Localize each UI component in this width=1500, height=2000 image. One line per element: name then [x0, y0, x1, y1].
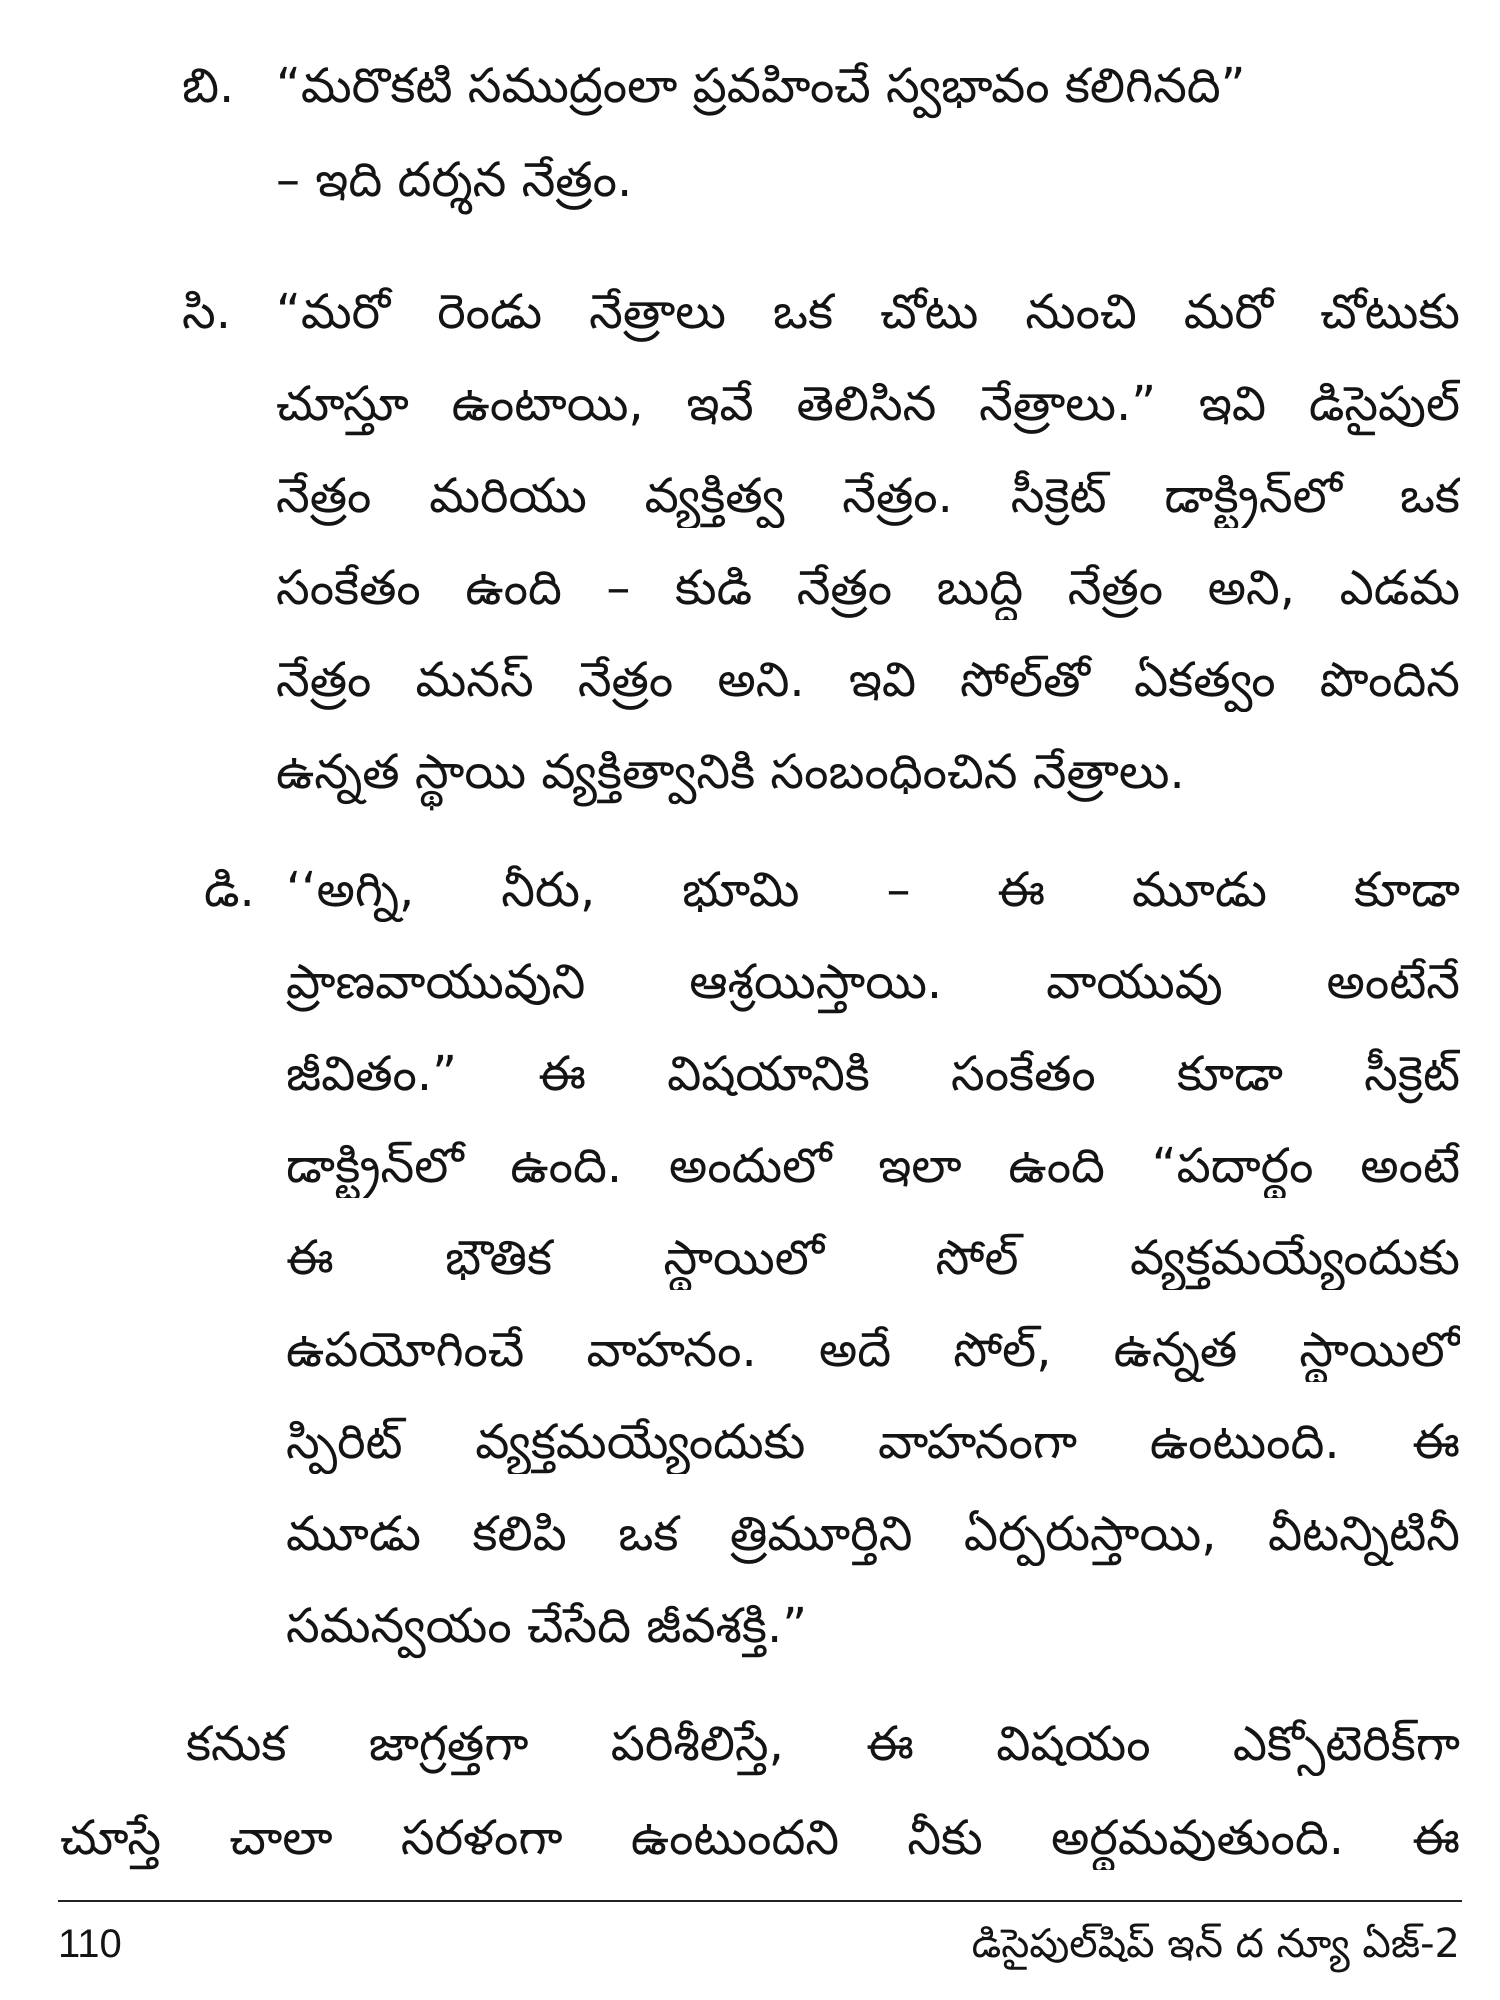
- text-line: ఈ భౌతిక స్థాయిలో సోల్ వ్యక్తమయ్యేందుకు: [286, 1230, 1460, 1286]
- item-marker: సి.: [182, 284, 231, 340]
- text-line: “మరో రెండు నేత్రాలు ఒక చోటు నుంచి మరో చోటుకు: [276, 284, 1460, 340]
- page-number: 110: [58, 1922, 122, 1966]
- text-line: కనుక జాగ్రత్తగా పరిశీలిస్తే, ఈ విషయం ఎక్సోటెరిక్‌గా: [186, 1716, 1460, 1772]
- text-line: నేత్రం మరియు వ్యక్తిత్వ నేత్రం. సీక్రెట్ డాక్ట్రిన్‌లో ఒక: [276, 468, 1460, 524]
- text-line: చూస్తూ ఉంటాయి, ఇవే తెలిసిన నేత్రాలు.” ఇవి డిసైపుల్: [276, 376, 1460, 432]
- text-line: ‘‘అగ్ని, నీరు, భూమి – ఈ మూడు కూడా: [286, 862, 1460, 918]
- footer-divider: [58, 1900, 1462, 1902]
- text-line: – ఇది దర్శన నేత్రం.: [276, 152, 633, 208]
- text-line: డాక్ట్రిన్‌లో ఉంది. అందులో ఇలా ఉంది “పదార్థం అంటే: [286, 1138, 1460, 1194]
- text-line: నేత్రం మనస్ నేత్రం అని. ఇవి సోల్‌తో ఏకత్వం పొందిన: [276, 652, 1460, 708]
- item-marker: బి.: [182, 58, 235, 114]
- text-line: మూడు కలిపి ఒక త్రిమూర్తిని ఏర్పరుస్తాయి, వీటన్నిటినీ: [286, 1506, 1460, 1562]
- item-marker: డి.: [204, 862, 255, 918]
- text-line: జీవితం.” ఈ విషయానికి సంకేతం కూడా సీక్రెట్: [286, 1046, 1460, 1102]
- text-line: ఉపయోగించే వాహనం. అదే సోల్, ఉన్నత స్థాయిలో: [286, 1322, 1460, 1378]
- text-line: చూస్తే చాలా సరళంగా ఉంటుందని నీకు అర్థమవుతుంది. ఈ: [60, 1810, 1460, 1866]
- text-line: సమన్వయం చేసేది జీవశక్తి.”: [286, 1598, 808, 1654]
- text-line: స్పిరిట్ వ్యక్తమయ్యేందుకు వాహనంగా ఉంటుంది. ఈ: [286, 1414, 1460, 1470]
- book-title: డిసైపుల్‌షిప్ ఇన్ ద న్యూ ఏజ్-2: [971, 1921, 1460, 1967]
- text-line: సంకేతం ఉంది – కుడి నేత్రం బుద్ధి నేత్రం అని, ఎడమ: [276, 560, 1460, 616]
- text-line: ప్రాణవాయువుని ఆశ్రయిస్తాయి. వాయువు అంటేనే: [286, 954, 1460, 1010]
- text-line: “మరొకటి సముద్రంలా ప్రవహించే స్వభావం కలిగినది”: [276, 58, 1246, 114]
- text-line: ఉన్నత స్థాయి వ్యక్తిత్వానికి సంబంధించిన నేత్రాలు.: [276, 744, 1185, 800]
